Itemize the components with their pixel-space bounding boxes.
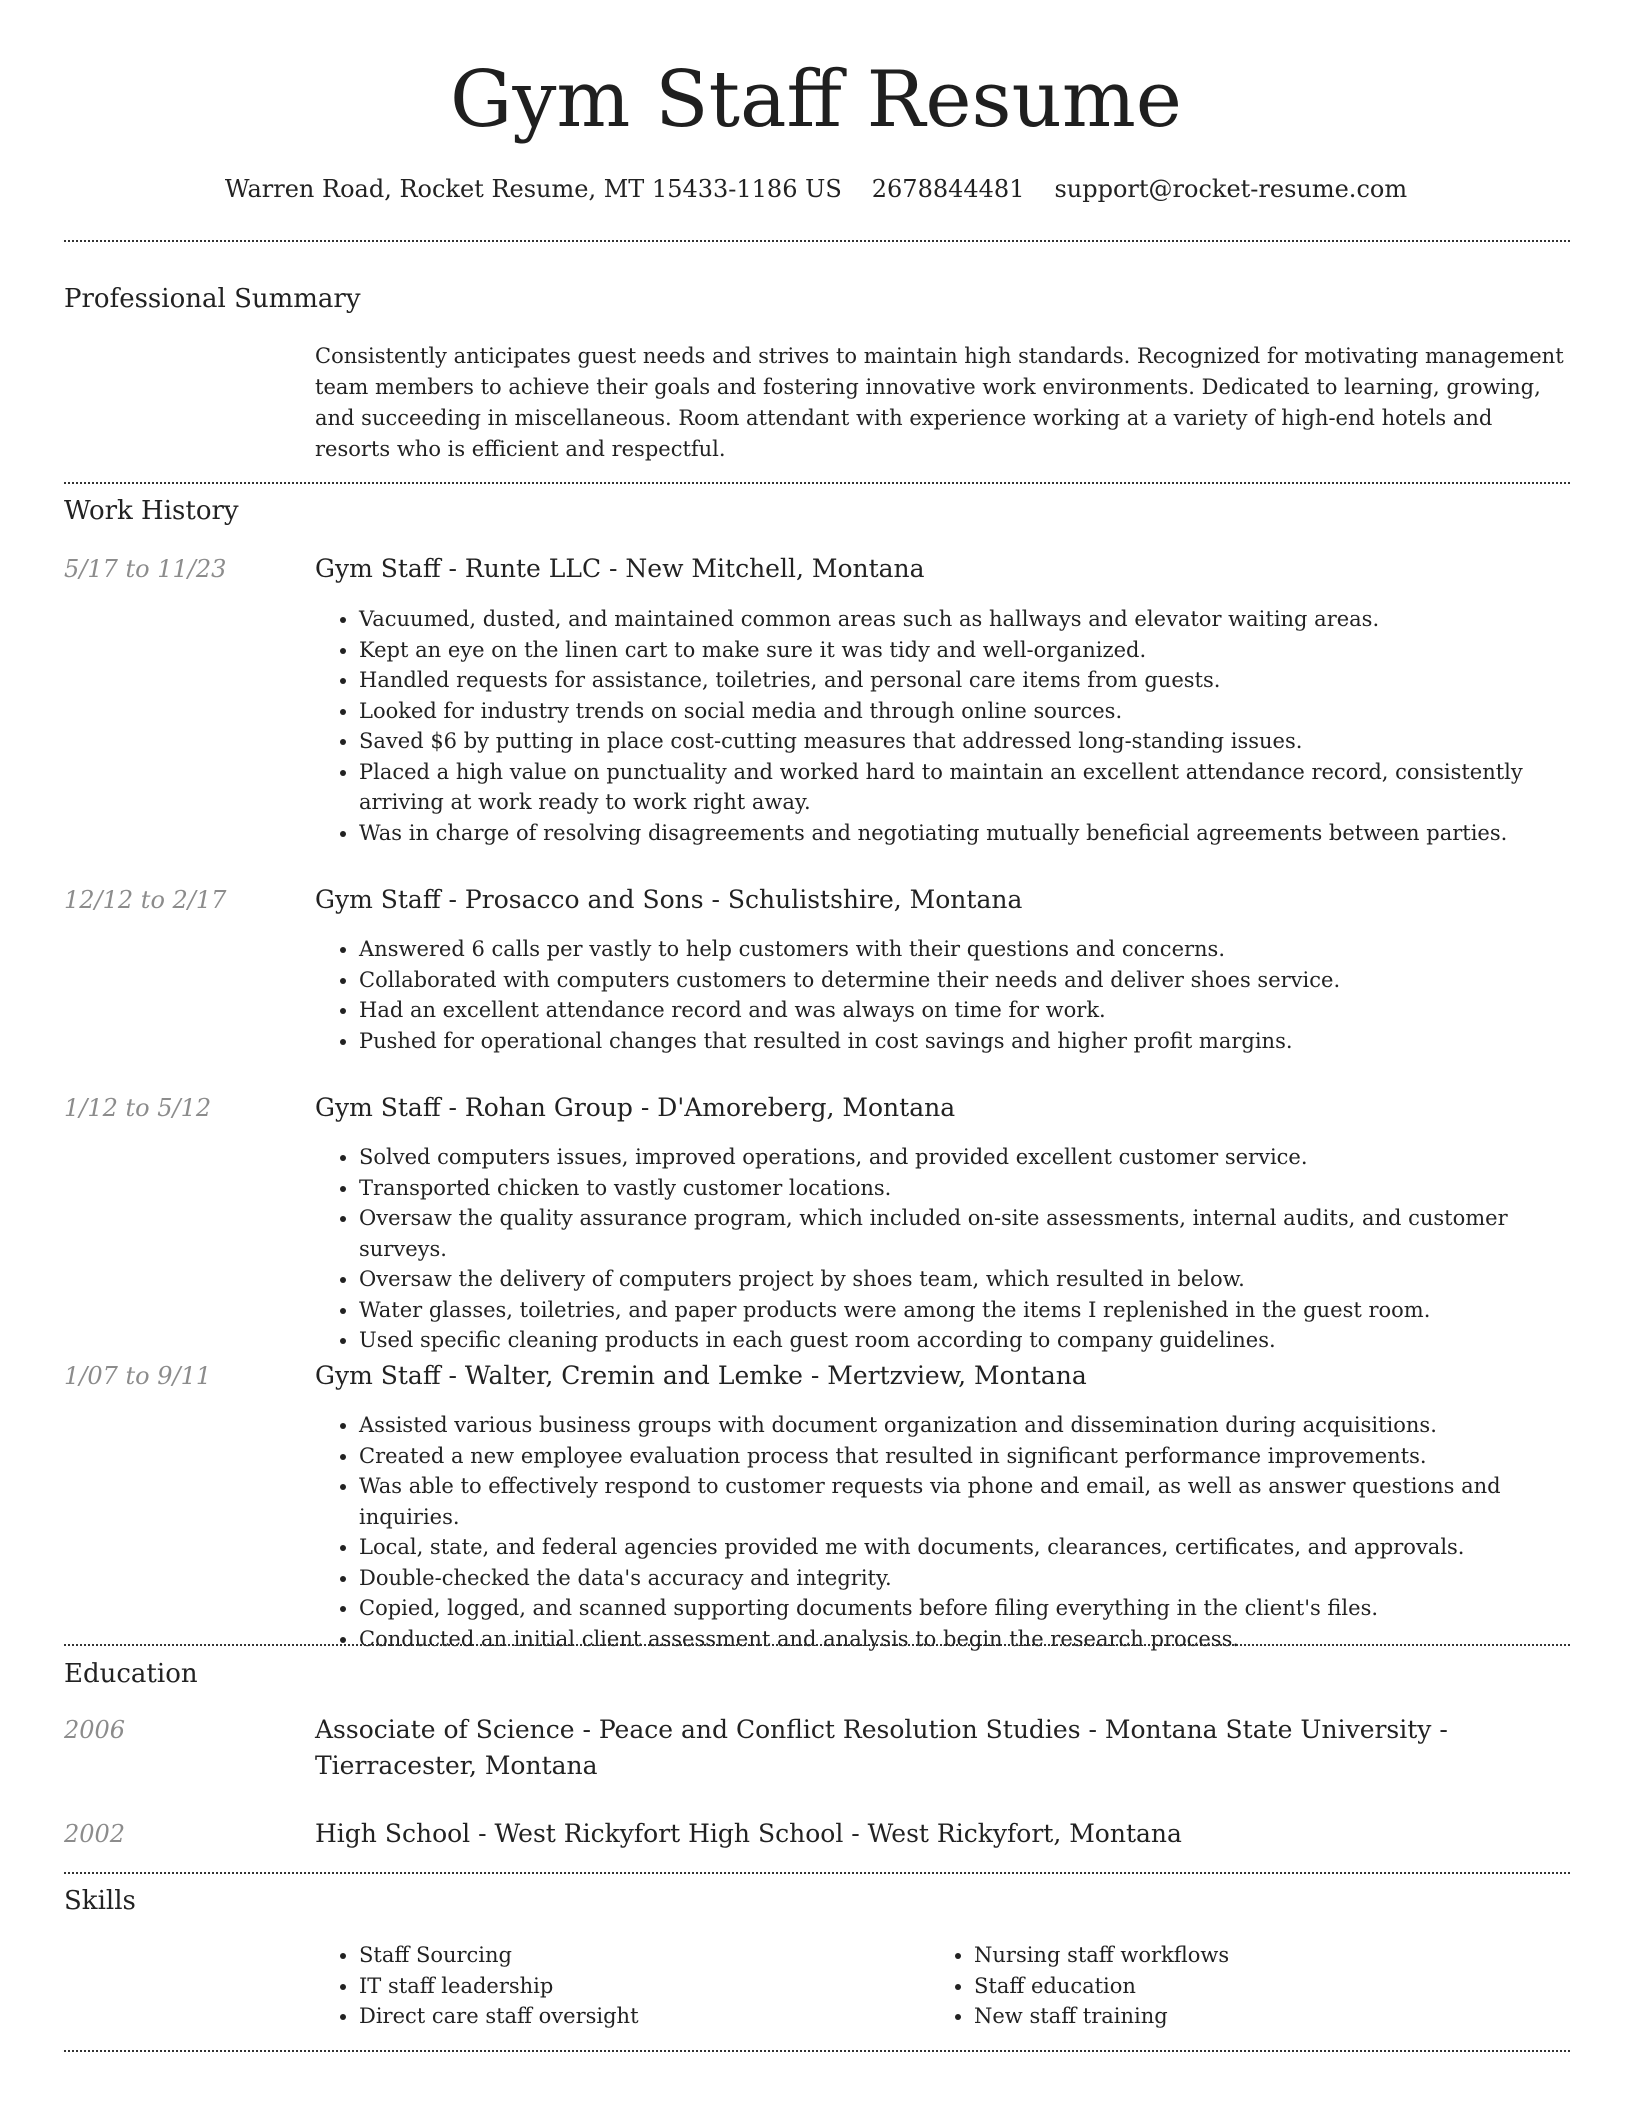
section-heading-education: Education <box>64 1659 198 1689</box>
divider <box>64 1872 1570 1874</box>
list-item: • Handled requests for assistance, toiletries, and personal care items from guests. <box>359 665 1599 696</box>
skills-list-right <box>930 1940 1574 2032</box>
job-bullets <box>315 1142 1599 1356</box>
list-item: • Pushed for operational changes that resulted in cost savings and higher profit margins. <box>359 1026 1599 1057</box>
divider <box>64 2050 1570 2052</box>
education-entry: High School - West Rickyfort High School - West Rickyfort, Montana <box>315 1819 1182 1848</box>
list-item: • Vacuumed, dusted, and maintained common areas such as hallways and elevator waiting areas. <box>359 604 1599 635</box>
divider <box>64 482 1570 484</box>
list-item: • Looked for industry trends on social media and through online sources. <box>359 696 1599 727</box>
list-item: • Kept an eye on the linen cart to make sure it was tidy and well-organized. <box>359 635 1599 666</box>
list-item: • Transported chicken to vastly customer locations. <box>359 1173 1599 1204</box>
job-bullets <box>315 1410 1599 1654</box>
divider <box>64 1644 1570 1646</box>
list-item: • Conducted an initial client assessment and analysis to begin the research process. <box>359 1624 1599 1655</box>
job-bullets <box>315 604 1599 848</box>
phone: 2678844481 <box>871 175 1025 203</box>
job-title: Gym Staff - Prosacco and Sons - Schulistshire, Montana <box>315 885 1023 914</box>
list-item: • Created a new employee evaluation process that resulted in significant performance improvements. <box>359 1441 1599 1472</box>
job-bullets <box>315 934 1599 1056</box>
list-item: • Staff Sourcing <box>359 1940 919 1971</box>
section-heading-skills: Skills <box>64 1886 136 1916</box>
job-title: Gym Staff - Rohan Group - D'Amoreberg, Montana <box>315 1093 956 1122</box>
education-year: 2002 <box>64 1820 126 1848</box>
skills-list-left <box>315 1940 919 2032</box>
list-item: • Local, state, and federal agencies provided me with documents, clearances, certificates, and approvals. <box>359 1532 1599 1563</box>
list-item: • Oversaw the delivery of computers project by shoes team, which resulted in below. <box>359 1264 1599 1295</box>
list-item: • Copied, logged, and scanned supporting documents before filing everything in the client's files. <box>359 1593 1599 1624</box>
list-item: • Collaborated with computers customers to determine their needs and deliver shoes service. <box>359 965 1599 996</box>
job-dates: 12/12 to 2/17 <box>64 886 227 914</box>
section-heading-summary: Professional Summary <box>64 284 361 314</box>
education-entry: Associate of Science - Peace and Conflict Resolution Studies - Montana State University - Tierracester, Montana <box>315 1715 1448 1780</box>
address: Warren Road, Rocket Resume, MT 15433-1186 US <box>224 175 842 203</box>
contact-line <box>0 172 1632 206</box>
list-item: • New staff training <box>974 2001 1574 2032</box>
list-item: • Was able to effectively respond to customer requests via phone and email, as well as answer questions and inquiries. <box>359 1471 1599 1532</box>
list-item: • Answered 6 calls per vastly to help customers with their questions and concerns. <box>359 934 1599 965</box>
list-item: • Placed a high value on punctuality and worked hard to maintain an excellent attendance record, consistently arriving at work ready to work right away. <box>359 757 1599 818</box>
list-item: • Assisted various business groups with document organization and dissemination during acquisitions. <box>359 1410 1599 1441</box>
section-heading-work-history: Work History <box>64 496 239 526</box>
list-item: • Staff education <box>974 1971 1574 2002</box>
list-item: • Double-checked the data's accuracy and integrity. <box>359 1563 1599 1594</box>
list-item: • Saved $6 by putting in place cost-cutting measures that addressed long-standing issues. <box>359 726 1599 757</box>
summary-text: Consistently anticipates guest needs and strives to maintain high standards. Recognized for motivating management team members to achieve their goals and fostering innovative work environments. Dedicated to learning, growing, and succeeding in miscellaneous. Room attendant with experience working at a variety of high-end hotels and resorts who is efficient and respectful. <box>315 344 1564 461</box>
job-dates: 1/07 to 9/11 <box>64 1362 212 1390</box>
job-title: Gym Staff - Runte LLC - New Mitchell, Montana <box>315 554 925 583</box>
email[interactable]: support@rocket-resume.com <box>1054 175 1408 203</box>
list-item: • Water glasses, toiletries, and paper products were among the items I replenished in the guest room. <box>359 1295 1599 1326</box>
list-item: • Direct care staff oversight <box>359 2001 919 2032</box>
list-item: • Oversaw the quality assurance program, which included on-site assessments, internal audits, and customer surveys. <box>359 1203 1599 1264</box>
resume-title: Gym Staff Resume <box>450 55 1182 145</box>
list-item: • Was in charge of resolving disagreements and negotiating mutually beneficial agreements between parties. <box>359 818 1599 849</box>
divider <box>64 240 1570 242</box>
list-item: • Used specific cleaning products in each guest room according to company guidelines. <box>359 1325 1599 1356</box>
list-item: • Nursing staff workflows <box>974 1940 1574 1971</box>
list-item: • Solved computers issues, improved operations, and provided excellent customer service. <box>359 1142 1599 1173</box>
education-year: 2006 <box>64 1716 126 1744</box>
list-item: • Had an excellent attendance record and was always on time for work. <box>359 995 1599 1026</box>
list-item: • IT staff leadership <box>359 1971 919 2002</box>
job-dates: 1/12 to 5/12 <box>64 1094 212 1122</box>
job-dates: 5/17 to 11/23 <box>64 555 227 583</box>
job-title: Gym Staff - Walter, Cremin and Lemke - Mertzview, Montana <box>315 1361 1087 1390</box>
